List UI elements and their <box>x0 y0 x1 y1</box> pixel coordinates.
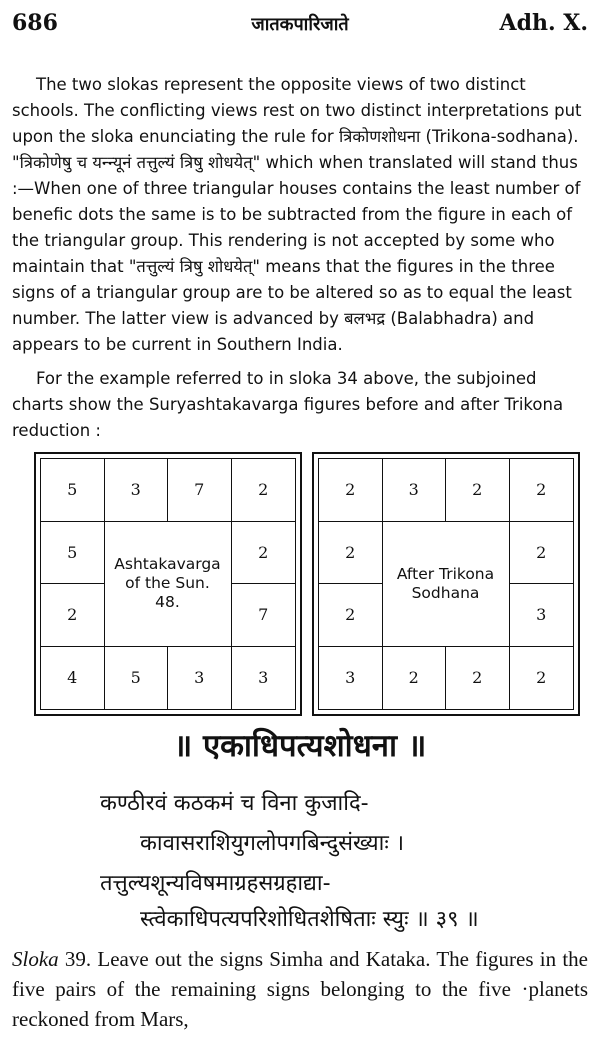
paragraph-text: 39. Leave out the signs Simha and Kataka. The figures in the five pairs of the remaining signs belonging to the five ·planets reckoned from Mars, <box>12 947 588 1031</box>
page-header <box>12 8 588 38</box>
section-title: ॥ एकाधिपत्यशोधना ॥ <box>173 728 427 764</box>
chart-cell: 2 <box>319 459 383 522</box>
chart-cell: 7 <box>168 459 232 522</box>
chart-cell: 3 <box>168 647 232 710</box>
chapter-label: Adh. X. <box>499 10 588 36</box>
paragraph-text: For the example referred to in sloka 34 above, the subjoined charts show the Suryashtakavarga figures before and after Trikona reduction : <box>12 369 564 440</box>
chart-cell: 3 <box>319 647 383 710</box>
paragraph-trikona-explanation <box>12 72 588 358</box>
chart-cell: 3 <box>510 584 574 647</box>
ashtakavarga-chart-before <box>34 452 302 716</box>
ashtakavarga-chart-after <box>312 452 580 716</box>
sloka-line: स्त्वेकाधिपत्यपरिशोधितशेषिताः स्युः ॥ ३९ ॥ <box>140 907 479 932</box>
chart-cell: 2 <box>383 647 447 710</box>
chart-cell: 2 <box>446 459 510 522</box>
chart-cell: 2 <box>510 459 574 522</box>
chart-cell: 4 <box>41 647 105 710</box>
chart-cell: 2 <box>536 668 547 688</box>
paragraph-text: The two slokas represent the opposite views of two distinct schools. The conflicting views rest on two distinct interpretations put upon the sloka enunciating the rule for त्रिकोणशोधना (Trikona-sodhana). "त्रिकोणेषु च यन्न्यूनं तत्तुल्यं त्रिषु शोधयेत्" which when translated will stand thus :—When one of three triangular houses contains the least number of benefic dots the same is to be subtracted from the figure in each of the triangular group. This rendering is not accepted by some who maintain that "तत्तुल्यं त्रिषु शोधयेत्" means that the figures in the three signs of a triangular group are to be altered so as to equal the least number. The latter view is advanced by बलभद्र (Balabhadra) and appears to be current in Southern India. <box>12 75 582 354</box>
chart-cell: 7 <box>232 584 296 647</box>
chart-cell: 2 <box>319 584 383 647</box>
chart-cell: 2 <box>232 459 296 522</box>
chart-cell: 2 <box>510 522 574 585</box>
page-number: 686 <box>12 10 58 36</box>
sloka-line: कण्ठीरवं कठकमं च विना कुजादि- <box>100 791 369 816</box>
sloka-label: Sloka <box>12 947 59 971</box>
chart-cell: 5 <box>41 522 105 585</box>
chart-cell: 2 <box>232 522 296 585</box>
chart-cell: 3 <box>258 668 269 688</box>
chart-cell: 5 <box>105 647 169 710</box>
chart-cell: 2 <box>446 647 510 710</box>
chart-center-label: After Trikona Sodhana <box>383 522 510 647</box>
chart-cell: 3 <box>383 459 447 522</box>
running-title: जातकपारिजाते <box>251 14 349 35</box>
chart-cell: 2 <box>319 522 383 585</box>
chart-center-label: Ashtakavarga of the Sun. 48. <box>105 522 232 647</box>
paragraph-sloka-39 <box>12 944 588 1034</box>
chart-cell: 2 <box>41 584 105 647</box>
chart-cell: 3 <box>105 459 169 522</box>
sloka-line: कावासराशियुगलोपगबिन्दुसंख्याः । <box>140 831 405 856</box>
paragraph-charts-intro <box>12 366 588 444</box>
sloka-line: तत्तुल्यशून्यविषमाग्रहसग्रहाद्या- <box>100 871 331 896</box>
chart-cell: 5 <box>41 459 105 522</box>
